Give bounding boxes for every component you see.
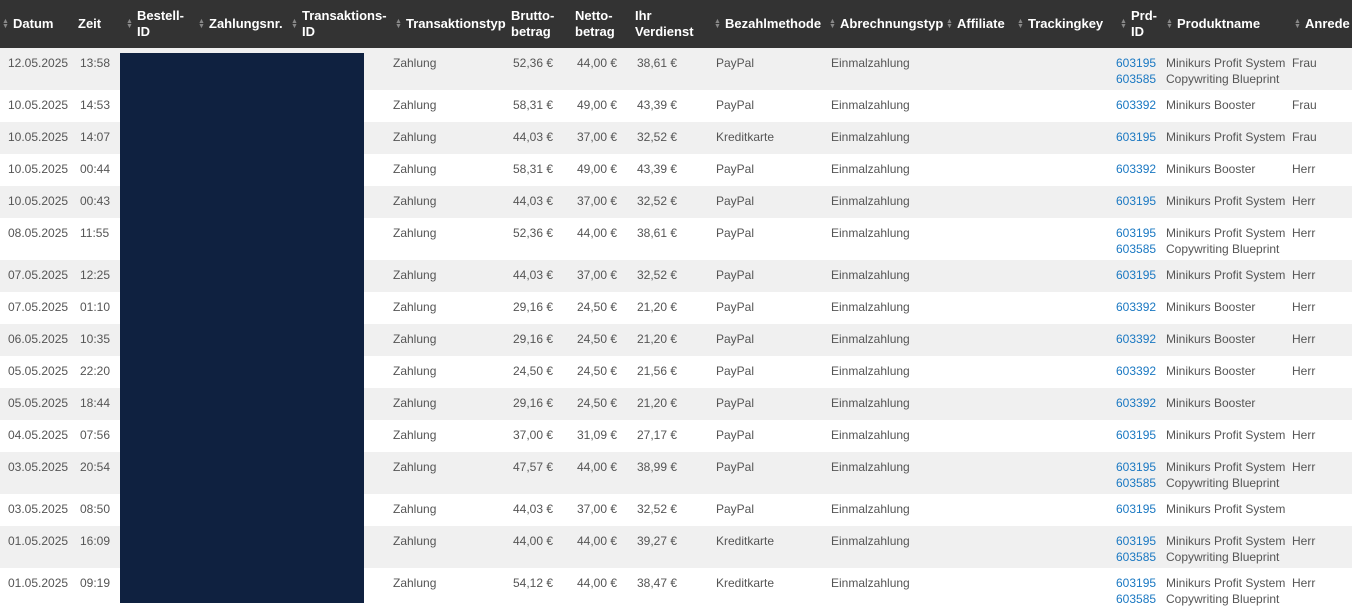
affiliate-cell <box>940 186 1011 218</box>
product-id-link[interactable]: 603195 <box>1116 194 1157 208</box>
bezahlmethode-cell: PayPal <box>716 268 755 282</box>
product-name: Copywriting Blueprint <box>1166 242 1280 256</box>
verdienst-cell: 27,17 € <box>637 428 678 442</box>
bruttobetrag-cell: 44,03 € <box>513 130 554 144</box>
nettobetrag-cell: 37,00 € <box>577 268 618 282</box>
bruttobetrag-cell: 29,16 € <box>513 332 554 346</box>
anrede-cell: Herr <box>1292 162 1316 176</box>
transaktionstyp-cell: Zahlung <box>393 56 437 70</box>
column-header-zahlungsnr[interactable] <box>192 0 285 48</box>
product-id-link[interactable]: 603392 <box>1116 300 1157 314</box>
affiliate-cell <box>940 568 1011 610</box>
trackingkey-cell <box>1011 568 1114 610</box>
produktname-cell <box>1160 356 1288 388</box>
trackingkey-cell <box>1011 186 1114 218</box>
abrechnungstyp-cell: Einmalzahlung <box>831 364 910 378</box>
sort-icon[interactable]: ▲ ▼ <box>946 18 953 31</box>
prd-id-cell <box>1114 186 1160 218</box>
verdienst-cell: 21,20 € <box>637 300 678 314</box>
transaktionstyp-cell: Zahlung <box>393 576 437 590</box>
abrechnungstyp-cell: Einmalzahlung <box>831 460 910 474</box>
nettobetrag-cell: 31,09 € <box>577 428 618 442</box>
product-name: Minikurs Profit System <box>1166 460 1286 474</box>
affiliate-cell <box>940 260 1011 292</box>
verdienst-cell: 21,20 € <box>637 396 678 410</box>
product-id-link[interactable]: 603392 <box>1116 162 1157 176</box>
transaktionstyp-cell: Zahlung <box>393 332 437 346</box>
nettobetrag-cell: 37,00 € <box>577 130 618 144</box>
product-name: Minikurs Booster <box>1166 300 1256 314</box>
abrechnungstyp-cell: Einmalzahlung <box>831 396 910 410</box>
affiliate-cell <box>940 356 1011 388</box>
product-name: Minikurs Booster <box>1166 364 1256 378</box>
anrede-cell: Frau <box>1292 98 1317 112</box>
abrechnungstyp-cell: Einmalzahlung <box>831 226 910 240</box>
trackingkey-cell <box>1011 218 1114 260</box>
time-cell: 12:25 <box>80 268 111 282</box>
date-cell: 08.05.2025 <box>8 226 69 240</box>
abrechnungstyp-cell: Einmalzahlung <box>831 162 910 176</box>
trackingkey-cell <box>1011 122 1114 154</box>
date-cell: 05.05.2025 <box>8 364 69 378</box>
abrechnungstyp-cell: Einmalzahlung <box>831 98 910 112</box>
column-header-label: Brutto- betrag <box>511 8 555 39</box>
product-name: Minikurs Profit System <box>1166 268 1286 282</box>
anrede-cell <box>1288 494 1352 526</box>
trackingkey-cell <box>1011 388 1114 420</box>
sort-icon[interactable]: ▲ ▼ <box>829 18 836 31</box>
product-id-link[interactable]: 603392 <box>1116 396 1157 410</box>
prd-id-cell <box>1114 154 1160 186</box>
product-id-link[interactable]: 603195 <box>1116 56 1157 70</box>
prd-id-cell <box>1114 388 1160 420</box>
prd-id-cell <box>1114 452 1160 494</box>
bruttobetrag-cell: 52,36 € <box>513 226 554 240</box>
nettobetrag-cell: 49,00 € <box>577 162 618 176</box>
product-name: Minikurs Profit System <box>1166 502 1286 516</box>
time-cell: 01:10 <box>80 300 111 314</box>
trackingkey-cell <box>1011 324 1114 356</box>
abrechnungstyp-cell: Einmalzahlung <box>831 130 910 144</box>
anrede-cell: Herr <box>1292 226 1316 240</box>
verdienst-cell: 38,61 € <box>637 226 678 240</box>
bruttobetrag-cell: 29,16 € <box>513 396 554 410</box>
sort-icon[interactable]: ▲ ▼ <box>714 18 721 31</box>
column-header-label: Affiliate <box>957 16 1005 32</box>
produktname-cell <box>1160 186 1288 218</box>
time-cell: 13:58 <box>80 56 111 70</box>
date-cell: 07.05.2025 <box>8 268 69 282</box>
verdienst-cell: 38,61 € <box>637 56 678 70</box>
bezahlmethode-cell: PayPal <box>716 56 755 70</box>
prd-id-cell <box>1114 90 1160 122</box>
produktname-cell <box>1160 388 1288 420</box>
sort-icon[interactable]: ▲ ▼ <box>1120 18 1127 30</box>
abrechnungstyp-cell: Einmalzahlung <box>831 428 910 442</box>
bezahlmethode-cell: PayPal <box>716 364 755 378</box>
anrede-cell: Herr <box>1292 194 1316 208</box>
product-name: Minikurs Profit System <box>1166 534 1286 548</box>
produktname-cell <box>1160 568 1288 610</box>
column-header-bestell-id[interactable] <box>120 0 192 48</box>
verdienst-cell: 21,56 € <box>637 364 678 378</box>
column-header-bruttobetrag[interactable] <box>505 0 569 48</box>
bruttobetrag-cell: 37,00 € <box>513 428 554 442</box>
product-name: Copywriting Blueprint <box>1166 72 1280 86</box>
sort-icon[interactable]: ▲ ▼ <box>1017 18 1024 31</box>
bruttobetrag-cell: 54,12 € <box>513 576 554 590</box>
nettobetrag-cell: 24,50 € <box>577 396 618 410</box>
transaktionstyp-cell: Zahlung <box>393 300 437 314</box>
column-header-label: Bestell- ID <box>137 8 184 39</box>
affiliate-cell <box>940 292 1011 324</box>
product-name: Minikurs Booster <box>1166 98 1256 112</box>
bezahlmethode-cell: PayPal <box>716 460 755 474</box>
abrechnungstyp-cell: Einmalzahlung <box>831 576 910 590</box>
column-header-transaktions-id[interactable] <box>285 0 389 48</box>
bruttobetrag-cell: 44,03 € <box>513 502 554 516</box>
verdienst-cell: 32,52 € <box>637 194 678 208</box>
sort-icon[interactable]: ▲ ▼ <box>291 18 298 30</box>
anrede-cell: Frau <box>1292 130 1317 144</box>
anrede-cell: Herr <box>1292 332 1316 346</box>
date-cell: 03.05.2025 <box>8 460 69 474</box>
bruttobetrag-cell: 44,03 € <box>513 268 554 282</box>
product-id-link[interactable]: 603585 <box>1116 242 1157 256</box>
date-cell: 12.05.2025 <box>8 56 69 70</box>
time-cell: 18:44 <box>80 396 111 410</box>
bruttobetrag-cell: 52,36 € <box>513 56 554 70</box>
time-cell: 11:55 <box>80 226 110 240</box>
affiliate-cell <box>940 324 1011 356</box>
nettobetrag-cell: 44,00 € <box>577 576 618 590</box>
bruttobetrag-cell: 44,00 € <box>513 534 554 548</box>
produktname-cell <box>1160 420 1288 452</box>
sort-icon[interactable]: ▲ ▼ <box>1166 18 1173 31</box>
column-header-label: Netto- betrag <box>575 8 615 39</box>
column-header-ihr-verdienst[interactable] <box>629 0 708 48</box>
product-id-link[interactable]: 603195 <box>1116 460 1157 474</box>
verdienst-cell: 21,20 € <box>637 332 678 346</box>
verdienst-cell: 43,39 € <box>637 98 678 112</box>
column-header-label: Produktname <box>1177 16 1261 32</box>
column-header-affiliate[interactable] <box>940 0 1011 48</box>
date-cell: 10.05.2025 <box>8 130 69 144</box>
produktname-cell <box>1160 526 1288 568</box>
affiliate-cell <box>940 420 1011 452</box>
product-id-link[interactable]: 603392 <box>1116 332 1157 346</box>
time-cell: 07:56 <box>80 428 111 442</box>
sort-icon[interactable]: ▲ ▼ <box>198 18 205 31</box>
bruttobetrag-cell: 58,31 € <box>513 98 554 112</box>
bezahlmethode-cell: Kreditkarte <box>716 130 775 144</box>
column-header-label: Transaktions- ID <box>302 8 387 39</box>
prd-id-cell <box>1114 324 1160 356</box>
product-name: Minikurs Booster <box>1166 396 1256 410</box>
transaktionstyp-cell: Zahlung <box>393 428 437 442</box>
transaktionstyp-cell: Zahlung <box>393 460 437 474</box>
time-cell: 10:35 <box>80 332 111 346</box>
verdienst-cell: 38,47 € <box>637 576 678 590</box>
date-cell: 03.05.2025 <box>8 502 69 516</box>
abrechnungstyp-cell: Einmalzahlung <box>831 56 910 70</box>
product-name: Minikurs Profit System <box>1166 130 1286 144</box>
affiliate-cell <box>940 154 1011 186</box>
date-cell: 01.05.2025 <box>8 534 69 548</box>
prd-id-cell <box>1114 122 1160 154</box>
nettobetrag-cell: 37,00 € <box>577 502 618 516</box>
bezahlmethode-cell: PayPal <box>716 396 755 410</box>
affiliate-cell <box>940 218 1011 260</box>
column-header-label: Prd- ID <box>1131 8 1157 39</box>
time-cell: 00:43 <box>80 194 111 208</box>
abrechnungstyp-cell: Einmalzahlung <box>831 194 910 208</box>
product-id-link[interactable]: 603585 <box>1116 592 1157 606</box>
time-cell: 20:54 <box>80 460 111 474</box>
nettobetrag-cell: 44,00 € <box>577 226 618 240</box>
column-header-datum[interactable] <box>0 0 72 48</box>
abrechnungstyp-cell: Einmalzahlung <box>831 534 910 548</box>
time-cell: 22:20 <box>80 364 111 378</box>
bezahlmethode-cell: PayPal <box>716 332 755 346</box>
product-name: Minikurs Profit System <box>1166 56 1286 70</box>
bezahlmethode-cell: PayPal <box>716 428 755 442</box>
trackingkey-cell <box>1011 154 1114 186</box>
produktname-cell <box>1160 90 1288 122</box>
product-id-link[interactable]: 603392 <box>1116 364 1157 378</box>
date-cell: 01.05.2025 <box>8 576 69 590</box>
trackingkey-cell <box>1011 526 1114 568</box>
product-id-link[interactable]: 603392 <box>1116 98 1157 112</box>
prd-id-cell <box>1114 356 1160 388</box>
product-id-link[interactable]: 603195 <box>1116 576 1157 590</box>
anrede-cell: Herr <box>1292 428 1316 442</box>
column-header-anrede[interactable] <box>1288 0 1352 48</box>
abrechnungstyp-cell: Einmalzahlung <box>831 332 910 346</box>
trackingkey-cell <box>1011 292 1114 324</box>
time-cell: 14:07 <box>80 130 111 144</box>
bezahlmethode-cell: PayPal <box>716 502 755 516</box>
product-name: Minikurs Booster <box>1166 162 1256 176</box>
product-id-link[interactable]: 603195 <box>1116 130 1157 144</box>
nettobetrag-cell: 24,50 € <box>577 300 618 314</box>
column-header-produktname[interactable] <box>1160 0 1288 48</box>
transaktionstyp-cell: Zahlung <box>393 502 437 516</box>
column-header-label: Bezahlmethode <box>725 16 822 32</box>
prd-id-cell <box>1114 568 1160 610</box>
verdienst-cell: 32,52 € <box>637 130 678 144</box>
produktname-cell <box>1160 218 1288 260</box>
prd-id-cell <box>1114 494 1160 526</box>
trackingkey-cell <box>1011 452 1114 494</box>
verdienst-cell: 32,52 € <box>637 502 678 516</box>
produktname-cell <box>1160 154 1288 186</box>
sort-icon[interactable]: ▲ ▼ <box>395 18 402 31</box>
product-id-link[interactable]: 603585 <box>1116 72 1157 86</box>
verdienst-cell: 39,27 € <box>637 534 678 548</box>
column-header-label: Abrechnungstyp <box>840 16 944 32</box>
redaction-block <box>120 53 364 603</box>
column-header-transaktionstyp[interactable] <box>389 0 505 48</box>
column-header-label: Transaktionstyp <box>406 16 506 32</box>
prd-id-cell <box>1114 526 1160 568</box>
time-cell: 16:09 <box>80 534 111 548</box>
transaktionstyp-cell: Zahlung <box>393 98 437 112</box>
anrede-cell: Herr <box>1292 364 1316 378</box>
product-name: Copywriting Blueprint <box>1166 550 1280 564</box>
trackingkey-cell <box>1011 48 1114 90</box>
time-cell: 14:53 <box>80 98 111 112</box>
transaktionstyp-cell: Zahlung <box>393 268 437 282</box>
product-id-link[interactable]: 603195 <box>1116 428 1157 442</box>
affiliate-cell <box>940 90 1011 122</box>
product-id-link[interactable]: 603585 <box>1116 550 1157 564</box>
column-header-label: Trackingkey <box>1028 16 1104 32</box>
product-name: Minikurs Profit System <box>1166 194 1286 208</box>
produktname-cell <box>1160 292 1288 324</box>
prd-id-cell <box>1114 48 1160 90</box>
trackingkey-cell <box>1011 420 1114 452</box>
column-header-nettobetrag[interactable] <box>569 0 629 48</box>
bezahlmethode-cell: Kreditkarte <box>716 534 775 548</box>
affiliate-cell <box>940 452 1011 494</box>
column-header-label: Datum <box>13 16 54 32</box>
transaktionstyp-cell: Zahlung <box>393 396 437 410</box>
product-name: Copywriting Blueprint <box>1166 592 1280 606</box>
column-header-bezahlmethode[interactable] <box>708 0 823 48</box>
time-cell: 09:19 <box>80 576 111 590</box>
anrede-cell: Herr <box>1292 534 1316 548</box>
date-cell: 10.05.2025 <box>8 162 69 176</box>
trackingkey-cell <box>1011 260 1114 292</box>
anrede-cell: Herr <box>1292 300 1316 314</box>
anrede-cell <box>1288 388 1352 420</box>
produktname-cell <box>1160 260 1288 292</box>
bruttobetrag-cell: 44,03 € <box>513 194 554 208</box>
anrede-cell: Herr <box>1292 268 1316 282</box>
transaktionstyp-cell: Zahlung <box>393 226 437 240</box>
bezahlmethode-cell: PayPal <box>716 300 755 314</box>
prd-id-cell <box>1114 292 1160 324</box>
bezahlmethode-cell: PayPal <box>716 162 755 176</box>
date-cell: 10.05.2025 <box>8 194 69 208</box>
column-header-trackingkey[interactable] <box>1011 0 1114 48</box>
sort-icon[interactable]: ▲ ▼ <box>1294 18 1301 31</box>
product-id-link[interactable]: 603195 <box>1116 502 1157 516</box>
transaktionstyp-cell: Zahlung <box>393 534 437 548</box>
column-header-abrechnungstyp[interactable] <box>823 0 944 48</box>
date-cell: 05.05.2025 <box>8 396 69 410</box>
transaktionstyp-cell: Zahlung <box>393 162 437 176</box>
sort-icon[interactable]: ▲ ▼ <box>126 18 133 30</box>
verdienst-cell: 43,39 € <box>637 162 678 176</box>
verdienst-cell: 32,52 € <box>637 268 678 282</box>
product-id-link[interactable]: 603585 <box>1116 476 1157 490</box>
date-cell: 04.05.2025 <box>8 428 69 442</box>
column-header-label: Ihr Verdienst <box>635 8 694 39</box>
abrechnungstyp-cell: Einmalzahlung <box>831 268 910 282</box>
product-name: Minikurs Profit System <box>1166 576 1286 590</box>
product-name: Copywriting Blueprint <box>1166 476 1280 490</box>
bruttobetrag-cell: 58,31 € <box>513 162 554 176</box>
verdienst-cell: 38,99 € <box>637 460 678 474</box>
column-header-label: Anrede <box>1305 16 1350 32</box>
product-name: Minikurs Profit System <box>1166 428 1286 442</box>
sort-icon[interactable]: ▲ ▼ <box>2 18 9 31</box>
trackingkey-cell <box>1011 494 1114 526</box>
bruttobetrag-cell: 29,16 € <box>513 300 554 314</box>
time-cell: 08:50 <box>80 502 111 516</box>
transaktionstyp-cell: Zahlung <box>393 194 437 208</box>
transaktionstyp-cell: Zahlung <box>393 130 437 144</box>
product-name: Minikurs Profit System <box>1166 226 1286 240</box>
affiliate-cell <box>940 494 1011 526</box>
bruttobetrag-cell: 47,57 € <box>513 460 554 474</box>
column-header-prd-id[interactable] <box>1114 0 1160 48</box>
anrede-cell: Herr <box>1292 460 1316 474</box>
prd-id-cell <box>1114 260 1160 292</box>
produktname-cell <box>1160 494 1288 526</box>
affiliate-cell <box>940 122 1011 154</box>
abrechnungstyp-cell: Einmalzahlung <box>831 502 910 516</box>
nettobetrag-cell: 44,00 € <box>577 534 618 548</box>
anrede-cell: Herr <box>1292 576 1316 590</box>
bezahlmethode-cell: Kreditkarte <box>716 576 775 590</box>
product-id-link[interactable]: 603195 <box>1116 268 1157 282</box>
nettobetrag-cell: 24,50 € <box>577 332 618 346</box>
product-name: Minikurs Booster <box>1166 332 1256 346</box>
bezahlmethode-cell: PayPal <box>716 226 755 240</box>
prd-id-cell <box>1114 218 1160 260</box>
time-cell: 00:44 <box>80 162 111 176</box>
column-header-label: Zahlungsnr. <box>209 16 283 32</box>
produktname-cell <box>1160 122 1288 154</box>
anrede-cell: Frau <box>1292 56 1317 70</box>
column-header-label: Zeit <box>78 16 102 32</box>
nettobetrag-cell: 37,00 € <box>577 194 618 208</box>
prd-id-cell <box>1114 420 1160 452</box>
bezahlmethode-cell: PayPal <box>716 194 755 208</box>
affiliate-cell <box>940 526 1011 568</box>
product-id-link[interactable]: 603195 <box>1116 226 1157 240</box>
bezahlmethode-cell: PayPal <box>716 98 755 112</box>
trackingkey-cell <box>1011 356 1114 388</box>
transaktionstyp-cell: Zahlung <box>393 364 437 378</box>
trackingkey-cell <box>1011 90 1114 122</box>
product-id-link[interactable]: 603195 <box>1116 534 1157 548</box>
nettobetrag-cell: 24,50 € <box>577 364 618 378</box>
nettobetrag-cell: 49,00 € <box>577 98 618 112</box>
date-cell: 06.05.2025 <box>8 332 69 346</box>
affiliate-cell <box>940 388 1011 420</box>
header-row <box>0 0 1352 48</box>
column-header-zeit[interactable] <box>72 0 120 48</box>
date-cell: 07.05.2025 <box>8 300 69 314</box>
date-cell: 10.05.2025 <box>8 98 69 112</box>
produktname-cell <box>1160 48 1288 90</box>
bruttobetrag-cell: 24,50 € <box>513 364 554 378</box>
abrechnungstyp-cell: Einmalzahlung <box>831 300 910 314</box>
nettobetrag-cell: 44,00 € <box>577 460 618 474</box>
affiliate-cell <box>940 48 1011 90</box>
produktname-cell <box>1160 324 1288 356</box>
nettobetrag-cell: 44,00 € <box>577 56 618 70</box>
produktname-cell <box>1160 452 1288 494</box>
